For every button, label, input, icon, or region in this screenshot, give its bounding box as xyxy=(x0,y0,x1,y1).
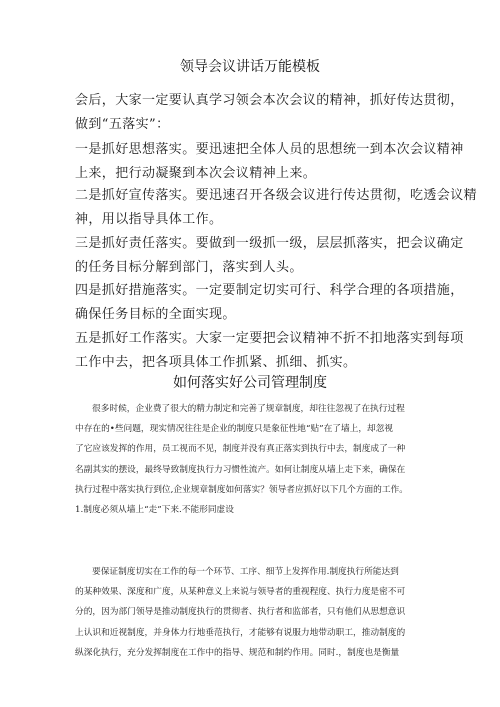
text-line: 五是抓好工作落实。大家一定要把会议精神不折不扣地落实到每项 xyxy=(75,331,464,346)
text-line: 上认识和近视制度，并身体力行地垂范执行，才能够有说服力地带动职工，推动制度的 xyxy=(75,627,406,638)
text-line: 执行过程中落实执行到位,企业规章制度如何落实？领导者应抓好以下几个方面的工作。 xyxy=(75,484,408,495)
item-4-paragraph xyxy=(75,279,464,326)
text-line: 工作中去，把各项具体工作抓紧、抓细、抓实。 xyxy=(75,354,357,370)
text-line: 四是抓好措施落实。一定要制定切实可行、科学合理的各项措施， xyxy=(75,283,464,298)
text-line: 三是抓好责任落实。要做到一级抓一级，层层抓落实，把会议确定 xyxy=(75,236,464,251)
text-line: 的某种效果、深度和广度，从某种意义上来说与领导者的重视程度、执行力度是密不可 xyxy=(75,587,406,598)
text-line: 上来，把行动凝聚到本次会议精神上来。 xyxy=(75,165,317,181)
text-line: 中存在的•些问题，现实情况往往是企业的制度只是象征性地“贴”在了墙上，却忽视 xyxy=(75,424,394,435)
text-line: 很多时候，企业费了很大的精力制定和完善了规章制度，却往往忽视了在执行过程 xyxy=(92,404,405,414)
doc-title-1: 领导会议讲话万能模板 xyxy=(180,59,320,75)
intro-paragraph xyxy=(75,89,464,136)
text-line: 的任务目标分解到部门，落实到人头。 xyxy=(75,259,303,275)
text-line: 一是抓好思想落实。要迅速把全体人员的思想统一到本次会议精神 xyxy=(75,142,464,157)
text-line: 要保证制度切实在工作的每一个环节、工序、细节上发挥作用.制度执行所能达到 xyxy=(92,567,399,577)
item-3-paragraph xyxy=(75,232,464,279)
text-line: 确保任务目标的全面实现。 xyxy=(75,306,236,322)
paragraph-1 xyxy=(75,399,435,520)
section-heading-1: 1.制度必须从墙上“走”下来.不能形同虚设 xyxy=(75,505,234,516)
text-line: 神，用以指导具体工作。 xyxy=(75,211,223,227)
text-line: 会后，大家一定要认真学习领会本次会议的精神，抓好传达贯彻， xyxy=(75,93,464,108)
item-2-paragraph xyxy=(75,184,478,231)
item-1-paragraph xyxy=(75,138,464,185)
text-line: 了它应该发挥的作用，员工视而不见，制度并没有真正落实到执行中去，制度成了一种 xyxy=(75,444,406,455)
text-line: 分的，因为部门领导是推动制度执行的贯彻者、执行者和监部者，只有他们从思想意识 xyxy=(75,607,406,618)
text-line: 名副其实的摆设，最终导致制度执行力习惯性流产。如何让制度从墙上走下来，确保在 xyxy=(75,464,406,475)
item-5-paragraph xyxy=(75,327,464,374)
text-line: 做到“五落实”： xyxy=(75,116,170,132)
text-line: 纵深化执行，充分发挥制度在工作中的指导、规范和制约作用。同时.，制度也是衡量 xyxy=(75,647,400,658)
text-line: 二是抓好宣传落实。要迅速召开各级会议进行传达贯彻，吃透会议精 xyxy=(75,188,478,203)
doc-title-2: 如何落实好公司管理制度 xyxy=(173,375,327,391)
paragraph-2 xyxy=(75,562,435,663)
